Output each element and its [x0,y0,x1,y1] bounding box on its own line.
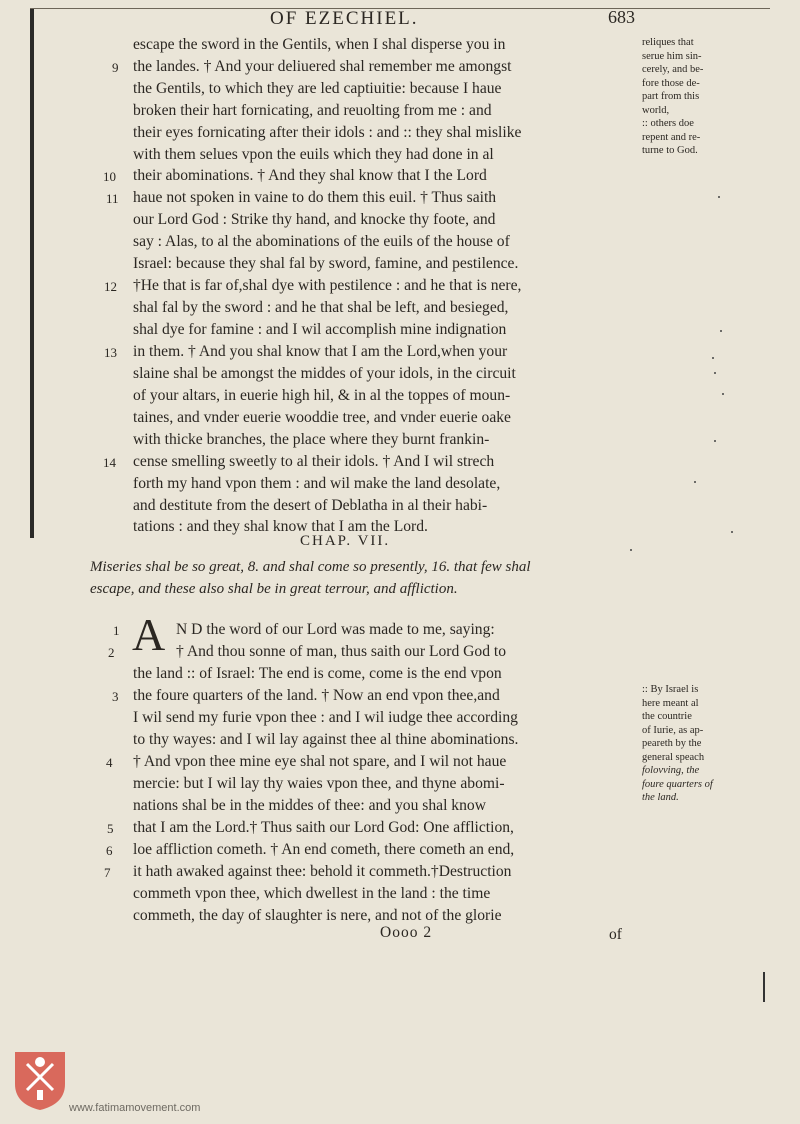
chapter-line: it hath awaked against thee: behold it commeth.†Destruction [133,863,512,880]
chapter-summary-line: escape, and these also shal be in great terrour, and affliction. [90,581,458,597]
chapter-heading: CHAP. VII. [300,533,391,549]
verse-number: 11 [106,191,119,206]
ink-speck [714,372,716,374]
chapter-line: mercie: but I wil lay thy waies vpon thee, and thyne abomi- [133,775,505,792]
page-number: 683 [608,7,635,27]
verse-number: 3 [112,689,119,704]
margin-note-bottom: :: By Israel is here meant al the countrie of Iurie, as ap- peareth by the general speach folovving, the foure quarters of the land. [642,684,713,803]
body-line: tations : and they shal know that I am the Lord. [133,518,428,535]
body-line: shal dye for famine : and I wil accomplish mine indignation [133,321,507,338]
verse-number: 12 [104,279,117,294]
ink-speck [718,196,720,198]
verse-number: 1 [113,623,120,638]
ink-speck [731,531,733,533]
body-line: haue not spoken in vaine to do them this euil. † Thus saith [133,189,497,206]
verse-number: 7 [104,865,111,880]
verse-number: 14 [103,455,116,470]
verse-number: 6 [106,843,113,858]
catchword: of [609,926,622,943]
ink-speck [722,393,724,395]
chapter-line: I wil send my furie vpon thee : and I wil iudge thee according [133,709,518,726]
running-header: OF EZECHIEL. [270,8,419,29]
body-line: escape the sword in the Gentils, when I shal disperse you in [133,36,506,53]
body-line: the landes. † And your deliuered shal remember me amongst [133,58,512,75]
seal-logo-icon [13,1050,67,1112]
chapter-line: † And thou sonne of man, thus saith our Lord God to [176,643,507,660]
chapter-line: † And vpon thee mine eye shal not spare, and I wil not haue [133,753,507,770]
body-line: the Gentils, to which they are led captiuitie: because I haue [133,80,502,97]
watermark-link[interactable]: www.fatimamovement.com [69,1102,201,1114]
body-line: cense smelling sweetly to al their idols. † And I wil strech [133,453,495,470]
body-line: and destitute from the desert of Deblatha in al their habi- [133,497,488,514]
ink-speck [630,549,632,551]
body-line: slaine shal be amongst the middes of your idols, in the circuit [133,365,516,382]
verse-number: 5 [107,821,114,836]
chapter-line: commeth, the day of slaughter is nere, and not of the glorie [133,907,502,924]
body-line: with them selues vpon the euils which they had done in al [133,146,494,163]
chapter-summary-line: Miseries shal be so great, 8. and shal come so presently, 16. that few shal [90,559,531,575]
chapter-line: the land :: of Israel: The end is come, come is the end vpon [133,665,502,682]
body-line: our Lord God : Strike thy hand, and knocke thy foote, and [133,211,496,228]
chapter-line: the foure quarters of the land. † Now an end vpon thee,and [133,687,500,704]
verse-number: 10 [103,169,116,184]
body-line: taines, and vnder euerie wooddie tree, and vnder euerie oake [133,409,511,426]
verse-number: 2 [108,645,115,660]
body-line: †He that is far of,shal dye with pestilence : and he that is nere, [133,277,522,294]
chapter-line: commeth vpon thee, which dwellest in the land : the time [133,885,491,902]
verse-number: 9 [112,60,119,75]
body-line: Israel: because they shal fal by sword, famine, and pestilence. [133,255,519,272]
margin-note-top: reliques that serue him sin- cerely, and be- fore those de- part from this world, :: others doe repent and re- turne to God. [642,37,704,156]
chapter-line: to thy wayes: and I wil lay against thee al thine abominations. [133,731,519,748]
ink-speck [714,440,716,442]
ink-speck [694,481,696,483]
body-line: forth my hand vpon them : and wil make the land desolate, [133,475,501,492]
chapter-line: N D the word of our Lord was made to me, saying: [176,621,495,638]
body-line: shal fal by the sword : and he that shal be left, and besieged, [133,299,509,316]
signature-mark: Oooo 2 [380,924,433,941]
body-line: their abominations. † And they shal know that I the Lord [133,167,487,184]
margin-mark [763,972,765,1002]
drop-cap: A [132,609,166,660]
chapter-line: loe affliction cometh. † An end cometh, there cometh an end, [133,841,515,858]
binding-rule [30,8,34,538]
ink-speck [712,357,714,359]
chapter-line: that I am the Lord.† Thus saith our Lord God: One affliction, [133,819,514,836]
chapter-line: nations shal be in the middes of thee: and you shal know [133,797,486,814]
verse-number: 4 [106,755,113,770]
body-line: their eyes fornicating after their idols : and :: they shal mislike [133,124,522,141]
body-line: with thicke branches, the place where they burnt frankin- [133,431,490,448]
ink-speck [720,330,722,332]
body-line: in them. † And you shal know that I am the Lord,when your [133,343,508,360]
body-line: of your altars, in euerie high hil, & in al the toppes of moun- [133,387,511,404]
verse-number: 13 [104,345,117,360]
body-line: say : Alas, to al the abominations of the euils of the house of [133,233,510,250]
body-line: broken their hart fornicating, and reuolting from me : and [133,102,492,119]
